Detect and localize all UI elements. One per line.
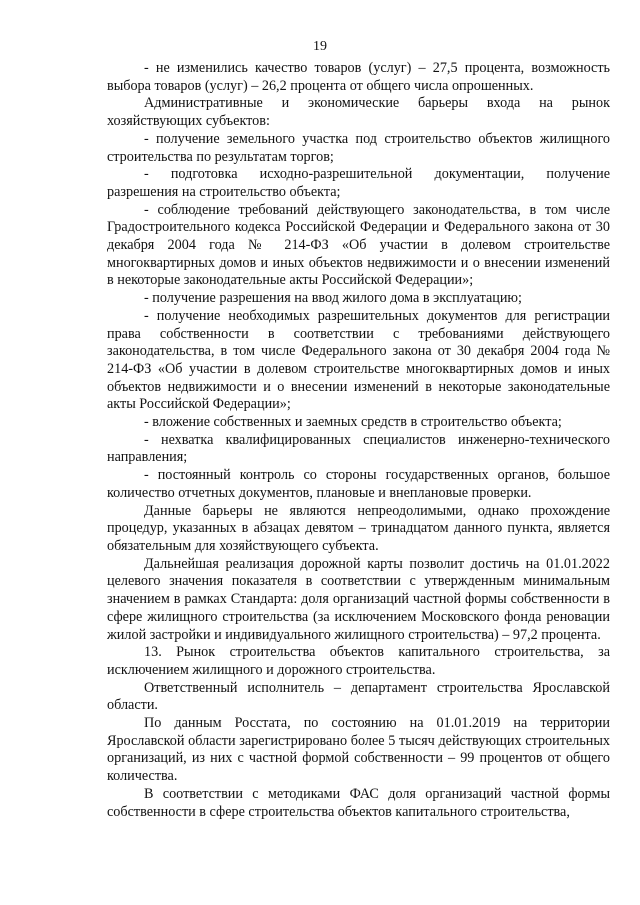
paragraph-specialist-shortage: - нехватка квалифицированных специалистов инженерно-технического направления; <box>107 431 610 466</box>
paragraph-roadmap-target: Дальнейшая реализация дорожной карты позволит достичь на 01.01.2022 целевого значения показателя в соответствии с утвержденным минимальным значением в рамках Стандарта: доля организаций частной формы собственности в сфере жилищного строительства (за исключением Московского фонда реновации жилой застройки и индивидуального жилищного строительства) – 97,2 процента. <box>107 555 610 643</box>
paragraph-rosstat-data: По данным Росстата, по состоянию на 01.01.2019 на территории Ярославской области зарегистрировано более 5 тысяч действующих строительных организаций, из них с частной формой собственности – 99 процентов от общего количества. <box>107 715 610 785</box>
paragraph-state-control: - постоянный контроль со стороны государственных органов, большое количество отчетных документов, плановые и внеплановые проверки. <box>107 467 610 501</box>
paragraph-investment: - вложение собственных и заемных средств в строительство объекта; <box>144 414 562 431</box>
paragraph-quality-choice: - не изменились качество товаров (услуг) – 27,5 процента, возможность выбора товаров (услуг) – 26,2 процента от общего числа опрошенных. <box>107 60 610 94</box>
paragraph-fas-methodology: В соответствии с методиками ФАС доля организаций частной формы собственности в сфере строительства объектов капитального строительства, <box>107 785 610 820</box>
paragraph-legislation-compliance: - соблюдение требований действующего законодательства, в том числе Градостроительного кодекса Российской Федерации и Федерального закона от 30 декабря 2004 года № 214-ФЗ «Об участии в долевом строительстве многоквартирных домов и иных объектов недвижимости и о внесении изменений в некоторые законодательные акты Российской Федерации»; <box>107 201 610 289</box>
paragraph-permit-docs: - подготовка исходно-разрешительной документации, получение разрешения на строительство объекта; <box>107 166 610 200</box>
paragraph-land-plot: - получение земельного участка под строительство объектов жилищного строительства по результатам торгов; <box>107 130 610 165</box>
paragraph-responsible-executor: Ответственный исполнитель – департамент строительства Ярославской области. <box>107 679 610 714</box>
paragraph-ownership-registration: - получение необходимых разрешительных документов для регистрации права собственности в соответствии с требованиями действующего законодательства, в том числе Федерального закона от 30 декабря 2004 года № 214-ФЗ «Об участии в долевом строительстве многоквартирных домов и иных объектов недвижимости и о внесении изменений в некоторые законодательные акты Российской Федерации»; <box>107 307 610 413</box>
section-heading-13: 13. Рынок строительства объектов капитального строительства, за исключением жилищного и дорожного строительства. <box>107 644 610 678</box>
document-body <box>107 60 610 821</box>
page-number: 19 <box>313 39 327 54</box>
paragraph-barriers-conclusion: Данные барьеры не являются непреодолимыми, однако прохождение процедур, указанных в абзацах девятом – тринадцатом данного пункта, является обязательным для хозяйствующего субъекта. <box>107 502 610 554</box>
paragraph-barriers-heading: Административные и экономические барьеры входа на рынок хозяйствующих субъектов: <box>107 95 610 130</box>
paragraph-commissioning-permit: - получение разрешения на ввод жилого дома в эксплуатацию; <box>144 290 522 307</box>
